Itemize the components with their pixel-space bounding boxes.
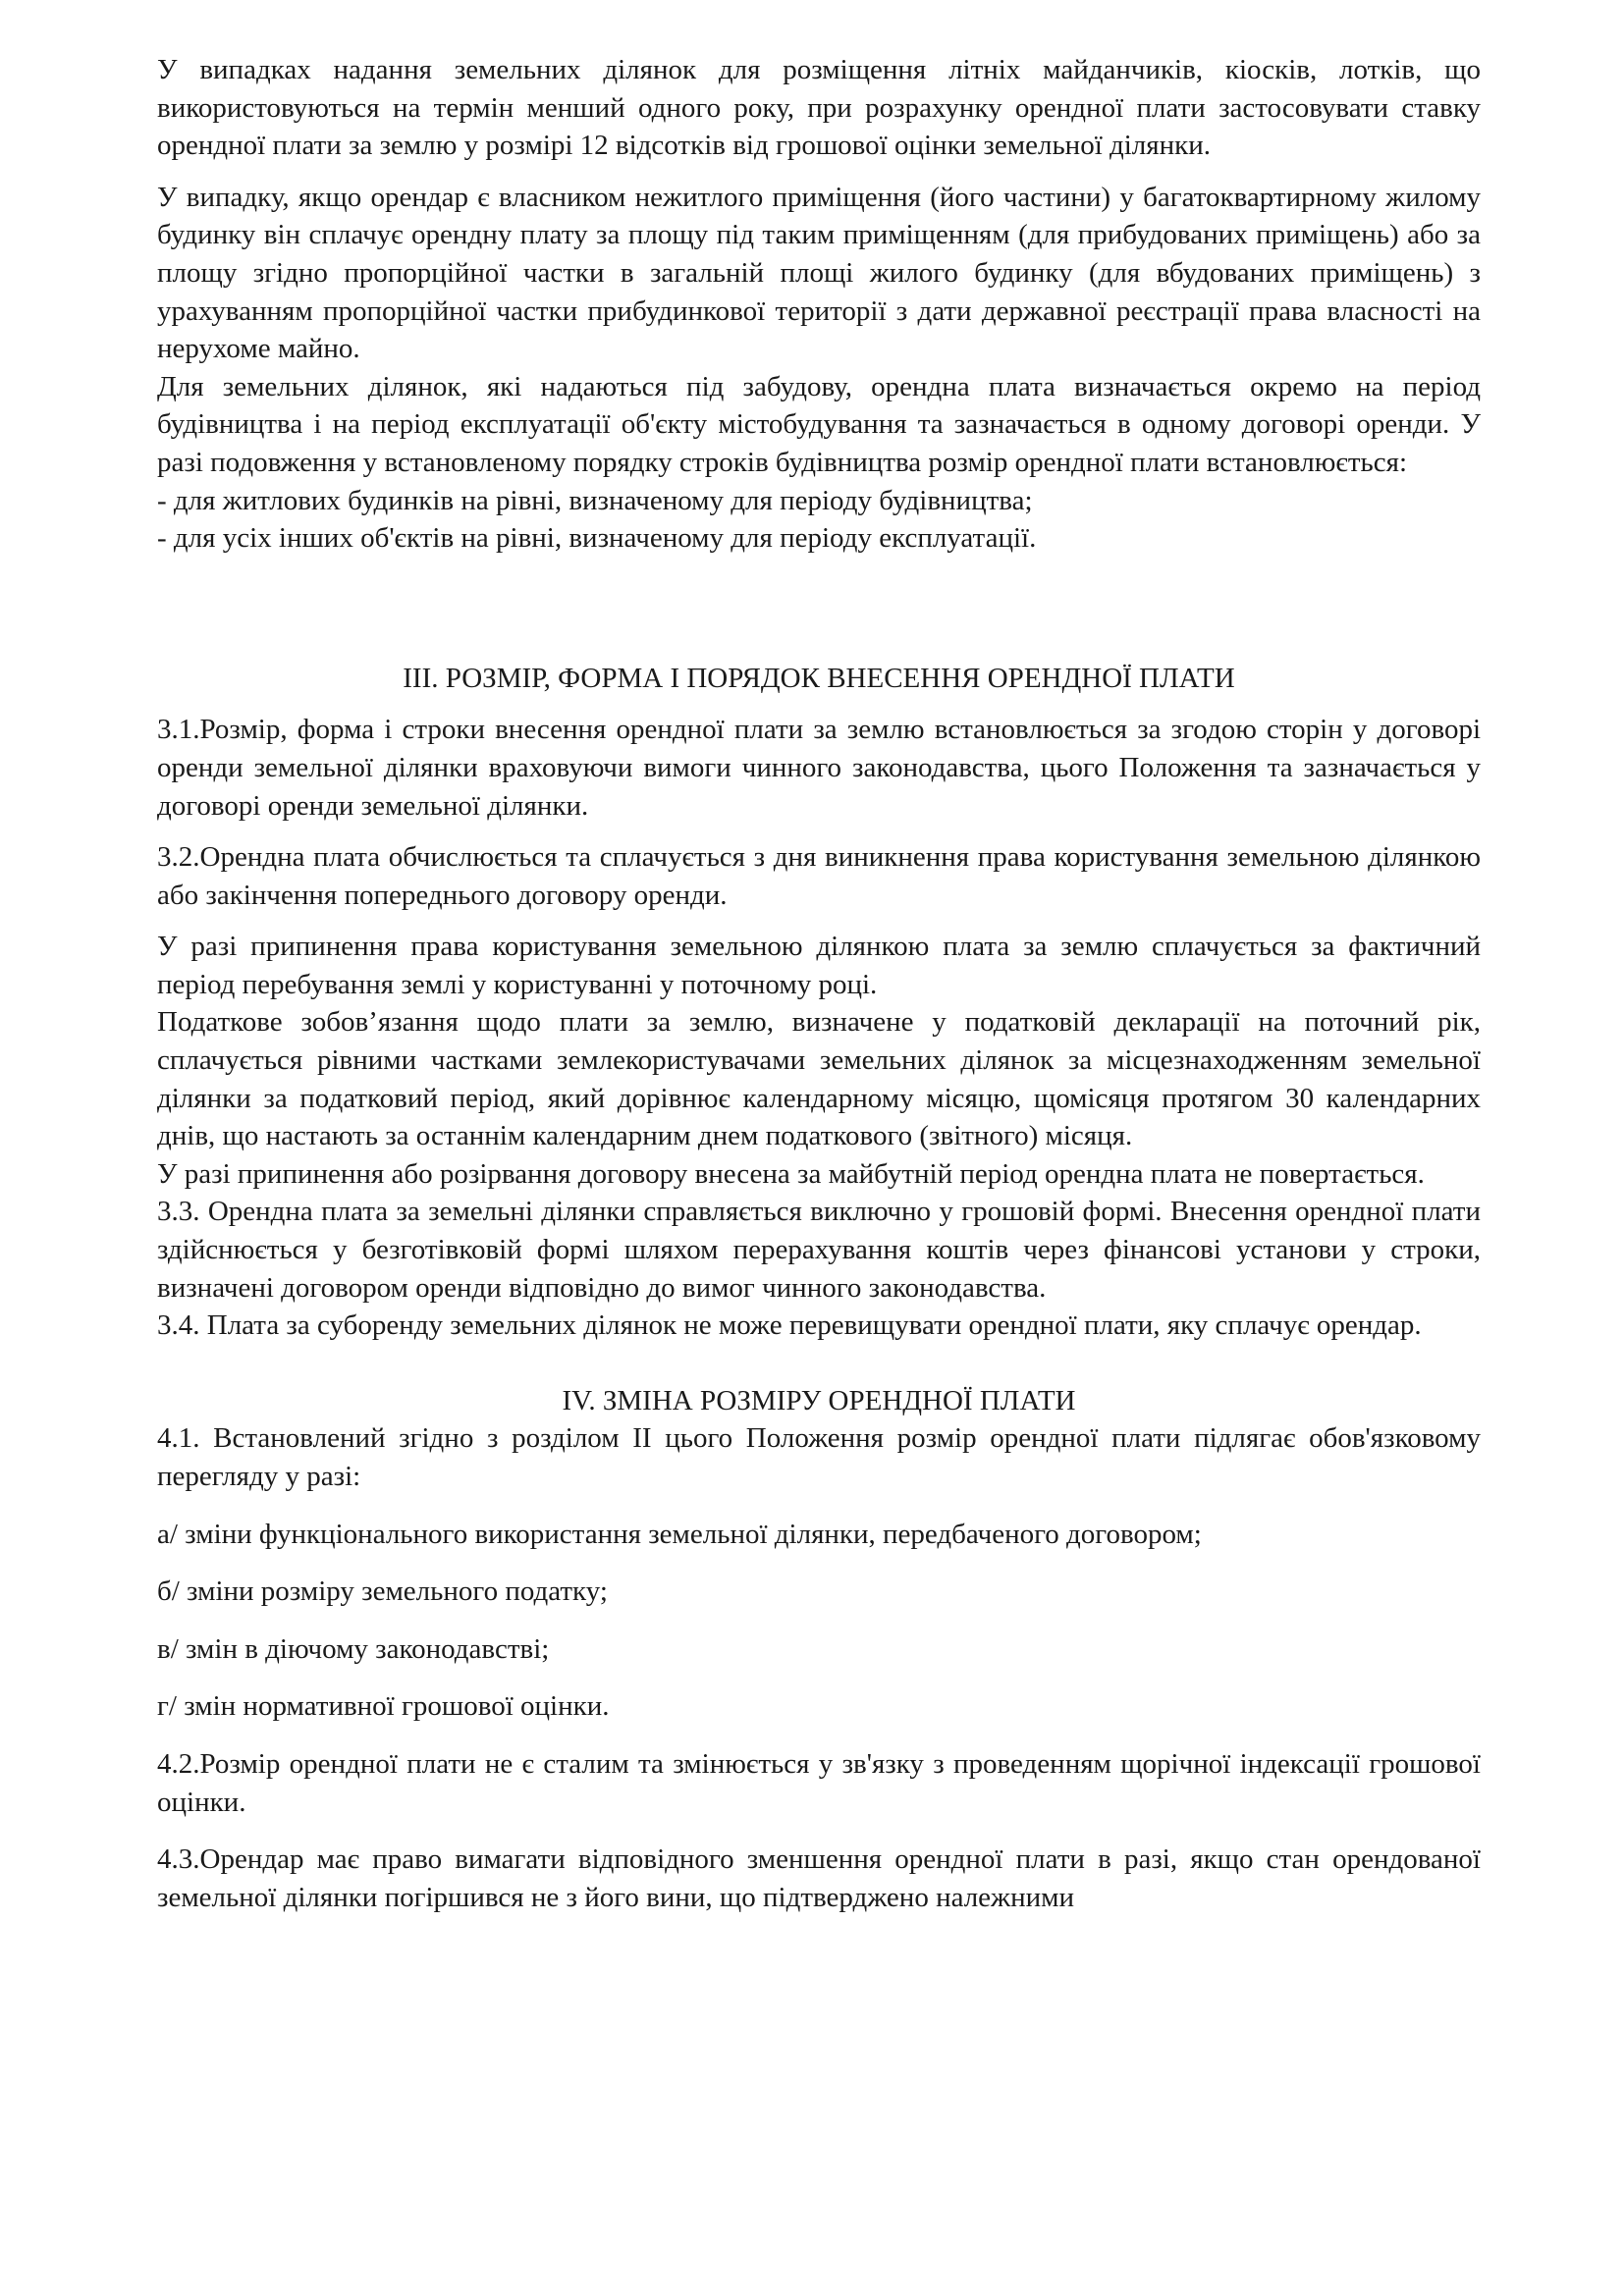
paragraph-4-3: 4.3.Орендар має право вимагати відповідного зменшення орендної плати в разі, якщо стан орендованої земельної ділянки погіршився не з його вини, що підтверджено належними [157, 1843, 1481, 1913]
list-item-d: г/ змін нормативної грошової оцінки. [157, 1690, 610, 1723]
section-4-heading: IV. ЗМІНА РОЗМІРУ ОРЕНДНОЇ ПЛАТИ [562, 1384, 1076, 1416]
list-item-b: б/ зміни розміру земельного податку; [157, 1575, 608, 1608]
list-item-other-objects: - для усіх інших об'єктів на рівні, визначеному для періоду експлуатації. [157, 522, 1037, 555]
paragraph-3-4: 3.4. Плата за суборенду земельних ділянок не може перевищувати орендної плати, яку сплачує орендар. [157, 1309, 1422, 1342]
paragraph-3-3: 3.3. Орендна плата за земельні ділянки справляється виключно у грошовій формі. Внесення орендної плати здійснюється у безготівковій формі шляхом перерахування коштів через фінансові установи у строки, визначені договором оренди відповідно до вимог чинного законодавства. [157, 1196, 1481, 1304]
list-item-c: в/ змін в діючому законодавстві; [157, 1632, 550, 1665]
paragraph-3-2-termination: У разі припинення права користування земельною ділянкою плата за землю сплачується за фактичний період перебування землі у користуванні у поточному році. [157, 931, 1481, 1000]
paragraph-construction-plots: Для земельних ділянок, які надаються під забудову, орендна плата визначається окремо на період будівництва і на період експлуатації об'єкту містобудування та зазначається в одному договорі оренди. У разі подовження у встановленому порядку строків будівництва розмір орендної плати встановлюється: [157, 370, 1481, 478]
section-3-heading: ІІІ. РОЗМІР, ФОРМА І ПОРЯДОК ВНЕСЕННЯ ОРЕНДНОЇ ПЛАТИ [403, 662, 1235, 694]
list-item-a: а/ зміни функціонального використання земельної ділянки, передбаченого договором; [157, 1518, 1202, 1550]
paragraph-temporary-sites: У випадках надання земельних ділянок для розміщення літніх майданчиків, кіосків, лотків, що використовуються на термін менший одного року, при розрахунку орендної плати застосовувати ставку орендної плати за землю у розмірі 12 відсотків від грошової оцінки земельної ділянки. [157, 54, 1481, 162]
paragraph-3-2-no-refund: У разі припинення або розірвання договору внесена за майбутній період орендна плата не повертається. [157, 1157, 1425, 1190]
paragraph-3-1: 3.1.Розмір, форма і строки внесення орендної плати за землю встановлюється за згодою сторін у договорі оренди земельної ділянки враховуючи вимоги чинного законодавства, цього Положення та зазначається у договорі оренди земельної ділянки. [157, 714, 1481, 822]
list-item-residential: - для житлових будинків на рівні, визначеному для періоду будівництва; [157, 484, 1033, 516]
paragraph-4-1: 4.1. Встановлений згідно з розділом ІІ цього Положення розмір орендної плати підлягає обов'язковому перегляду у разі: [157, 1422, 1481, 1492]
document-page [157, 51, 1481, 1916]
paragraph-3-2: 3.2.Орендна плата обчислюється та сплачується з дня виникнення права користування земельною ділянкою або закінчення попереднього договору оренди. [157, 841, 1481, 911]
paragraph-4-2: 4.2.Розмір орендної плати не є сталим та змінюється у зв'язку з проведенням щорічної індексації грошової оцінки. [157, 1747, 1481, 1818]
paragraph-3-2-tax-obligation: Податкове зобов’язання щодо плати за землю, визначене у податковій декларації на поточний рік, сплачується рівними частками землекористувачами земельних ділянок за місцезнаходженням земельної ділянки за податковий період, який дорівнює календарному місяцю, щомісяця протягом 30 календарних днів, що настають за останнім календарним днем податкового (звітного) місяця. [157, 1006, 1481, 1152]
paragraph-nonresidential-owner: У випадку, якщо орендар є власником нежитлого приміщення (його частини) у багатоквартирному жилому будинку він сплачує орендну плату за площу під таким приміщенням (для прибудованих приміщень) або за площу згідно пропорційної частки в загальній площі жилого будинку (для вбудованих приміщень) з урахуванням пропорційної частки прибудинкової території з дати державної реєстрації права власності на нерухоме майно. [157, 181, 1481, 365]
